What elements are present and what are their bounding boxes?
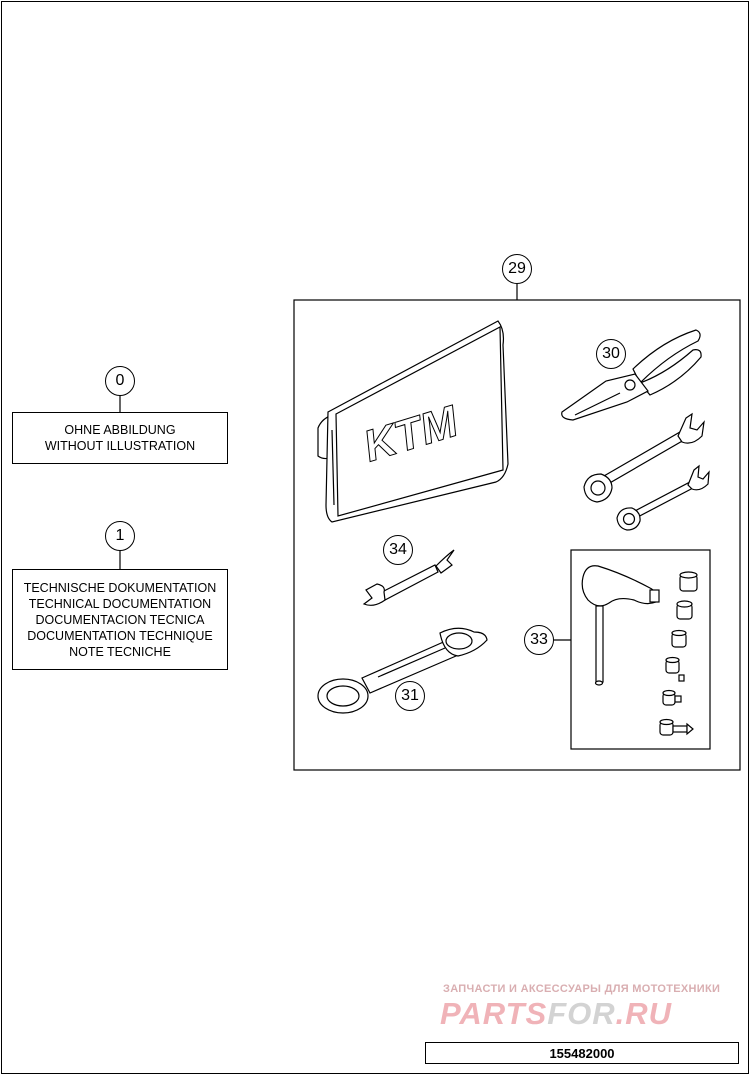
combination-wrench-small — [617, 466, 709, 530]
without-illustration-box — [12, 412, 228, 464]
pliers — [562, 330, 701, 420]
callout-0[interactable]: 0 — [105, 366, 135, 396]
callout-30[interactable]: 30 — [596, 339, 626, 369]
box-line: TECHNICAL DOCUMENTATION — [28, 596, 212, 611]
watermark-tagline: ЗАПЧАСТИ И АКСЕССУАРЫ ДЛЯ МОТОТЕХНИКИ — [443, 983, 721, 995]
document-number: 155482000 — [425, 1042, 739, 1064]
callout-1[interactable]: 1 — [105, 521, 135, 551]
callout-34[interactable]: 34 — [383, 535, 413, 565]
box-line: OHNE ABBILDUNG — [64, 423, 176, 437]
box-line: NOTE TECNICHE — [69, 644, 171, 659]
watermark-brand — [440, 996, 672, 1032]
watermark-brand-a: PARTS — [440, 996, 548, 1031]
callout-29[interactable]: 29 — [502, 254, 532, 284]
pouch-logo: KTM — [358, 396, 464, 472]
box-line: TECHNISCHE DOKUMENTATION — [23, 580, 217, 595]
t-handle-driver — [582, 566, 659, 685]
box-line: DOCUMENTACION TECNICA — [35, 612, 205, 627]
box-line: DOCUMENTATION TECHNIQUE — [27, 628, 213, 643]
watermark-brand-b: FOR — [547, 996, 616, 1031]
socket-bits — [660, 572, 697, 735]
technical-documentation-box — [12, 569, 228, 670]
box-line: WITHOUT ILLUSTRATION — [44, 439, 196, 453]
callout-33[interactable]: 33 — [524, 625, 554, 655]
callout-31[interactable]: 31 — [395, 681, 425, 711]
watermark-brand-c: .RU — [615, 996, 673, 1031]
